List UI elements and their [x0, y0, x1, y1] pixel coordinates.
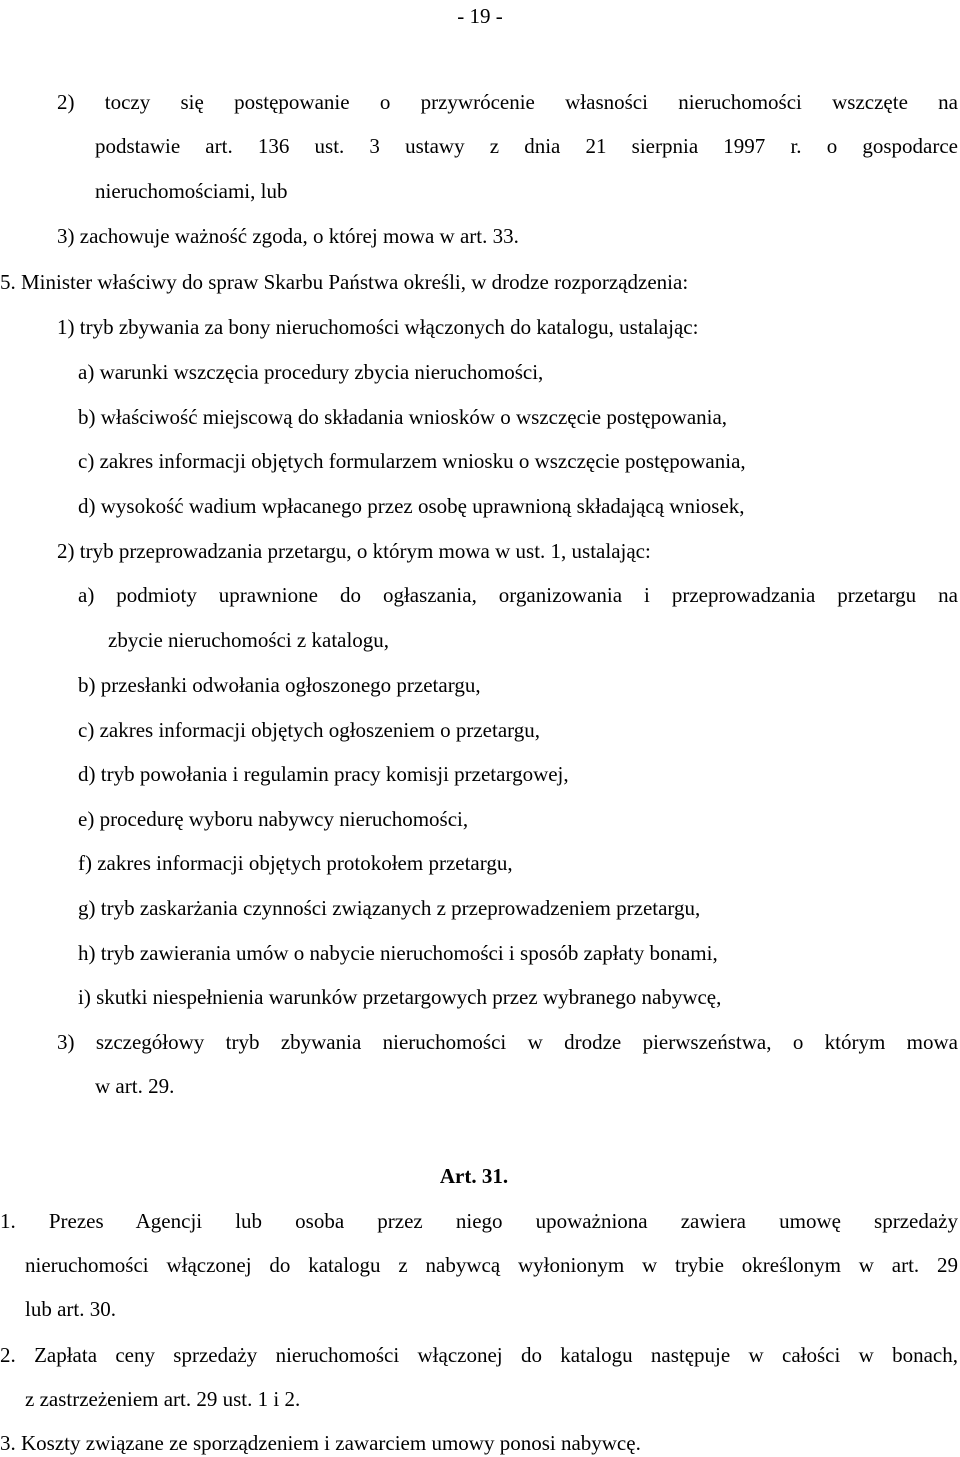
text-line: c) zakres informacji objętych formularzem wniosku o wszczęcie postępowania, — [78, 449, 746, 473]
page-number: - 19 - — [457, 4, 503, 28]
text-line: g) tryb zaskarżania czynności związanych z przeprowadzeniem przetargu, — [78, 896, 701, 920]
text-line: c) zakres informacji objętych ogłoszeniem o przetargu, — [78, 718, 541, 742]
text-line: a) podmioty uprawnione do ogłaszania, organizowania i przeprowadzania przetargu na — [78, 583, 958, 607]
text-line: b) przesłanki odwołania ogłoszonego przetargu, — [78, 673, 481, 697]
text-line: nieruchomościami, lub — [95, 179, 288, 203]
text-line: 5. Minister właściwy do spraw Skarbu Państwa określi, w drodze rozporządzenia: — [0, 270, 689, 294]
text-line: 2. Zapłata ceny sprzedaży nieruchomości włączonej do katalogu następuje w całości w bonach, — [0, 1343, 958, 1367]
text-line: z zastrzeżeniem art. 29 ust. 1 i 2. — [25, 1387, 301, 1411]
text-line: h) tryb zawierania umów o nabycie nieruchomości i sposób zapłaty bonami, — [78, 941, 718, 965]
text-line: 3. Koszty związane ze sporządzeniem i zawarciem umowy ponosi nabywcę. — [0, 1431, 641, 1455]
text-line: 3) szczegółowy tryb zbywania nieruchomości w drodze pierwszeństwa, o którym mowa — [57, 1030, 958, 1054]
text-line: lub art. 30. — [25, 1297, 116, 1321]
text-line: d) wysokość wadium wpłacanego przez osobę uprawnioną składającą wniosek, — [78, 494, 745, 518]
text-line: a) warunki wszczęcia procedury zbycia nieruchomości, — [78, 360, 544, 384]
text-line: 2) tryb przeprowadzania przetargu, o którym mowa w ust. 1, ustalając: — [57, 539, 651, 563]
text-line: 1. Prezes Agencji lub osoba przez niego upoważniona zawiera umowę sprzedaży — [0, 1209, 958, 1233]
text-line: zbycie nieruchomości z katalogu, — [108, 628, 390, 652]
text-line: 2) toczy się postępowanie o przywrócenie własności nieruchomości wszczęte na — [57, 90, 958, 114]
text-line: e) procedurę wyboru nabywcy nieruchomości, — [78, 807, 469, 831]
text-line: f) zakres informacji objętych protokołem przetargu, — [78, 851, 513, 875]
text-line: w art. 29. — [95, 1074, 175, 1098]
text-line: b) właściwość miejscową do składania wniosków o wszczęcie postępowania, — [78, 405, 728, 429]
text-line: 1) tryb zbywania za bony nieruchomości włączonych do katalogu, ustalając: — [57, 315, 699, 339]
text-line: 3) zachowuje ważność zgoda, o której mowa w art. 33. — [57, 224, 519, 248]
article-heading: Art. 31. — [439, 1164, 509, 1188]
text-line: d) tryb powołania i regulamin pracy komisji przetargowej, — [78, 762, 569, 786]
text-line: nieruchomości włączonej do katalogu z nabywcą wyłonionym w trybie określonym w art. 29 — [25, 1253, 958, 1277]
text-line: podstawie art. 136 ust. 3 ustawy z dnia 21 sierpnia 1997 r. o gospodarce — [95, 134, 958, 158]
text-line: i) skutki niespełnienia warunków przetargowych przez wybranego nabywcę, — [78, 985, 722, 1009]
